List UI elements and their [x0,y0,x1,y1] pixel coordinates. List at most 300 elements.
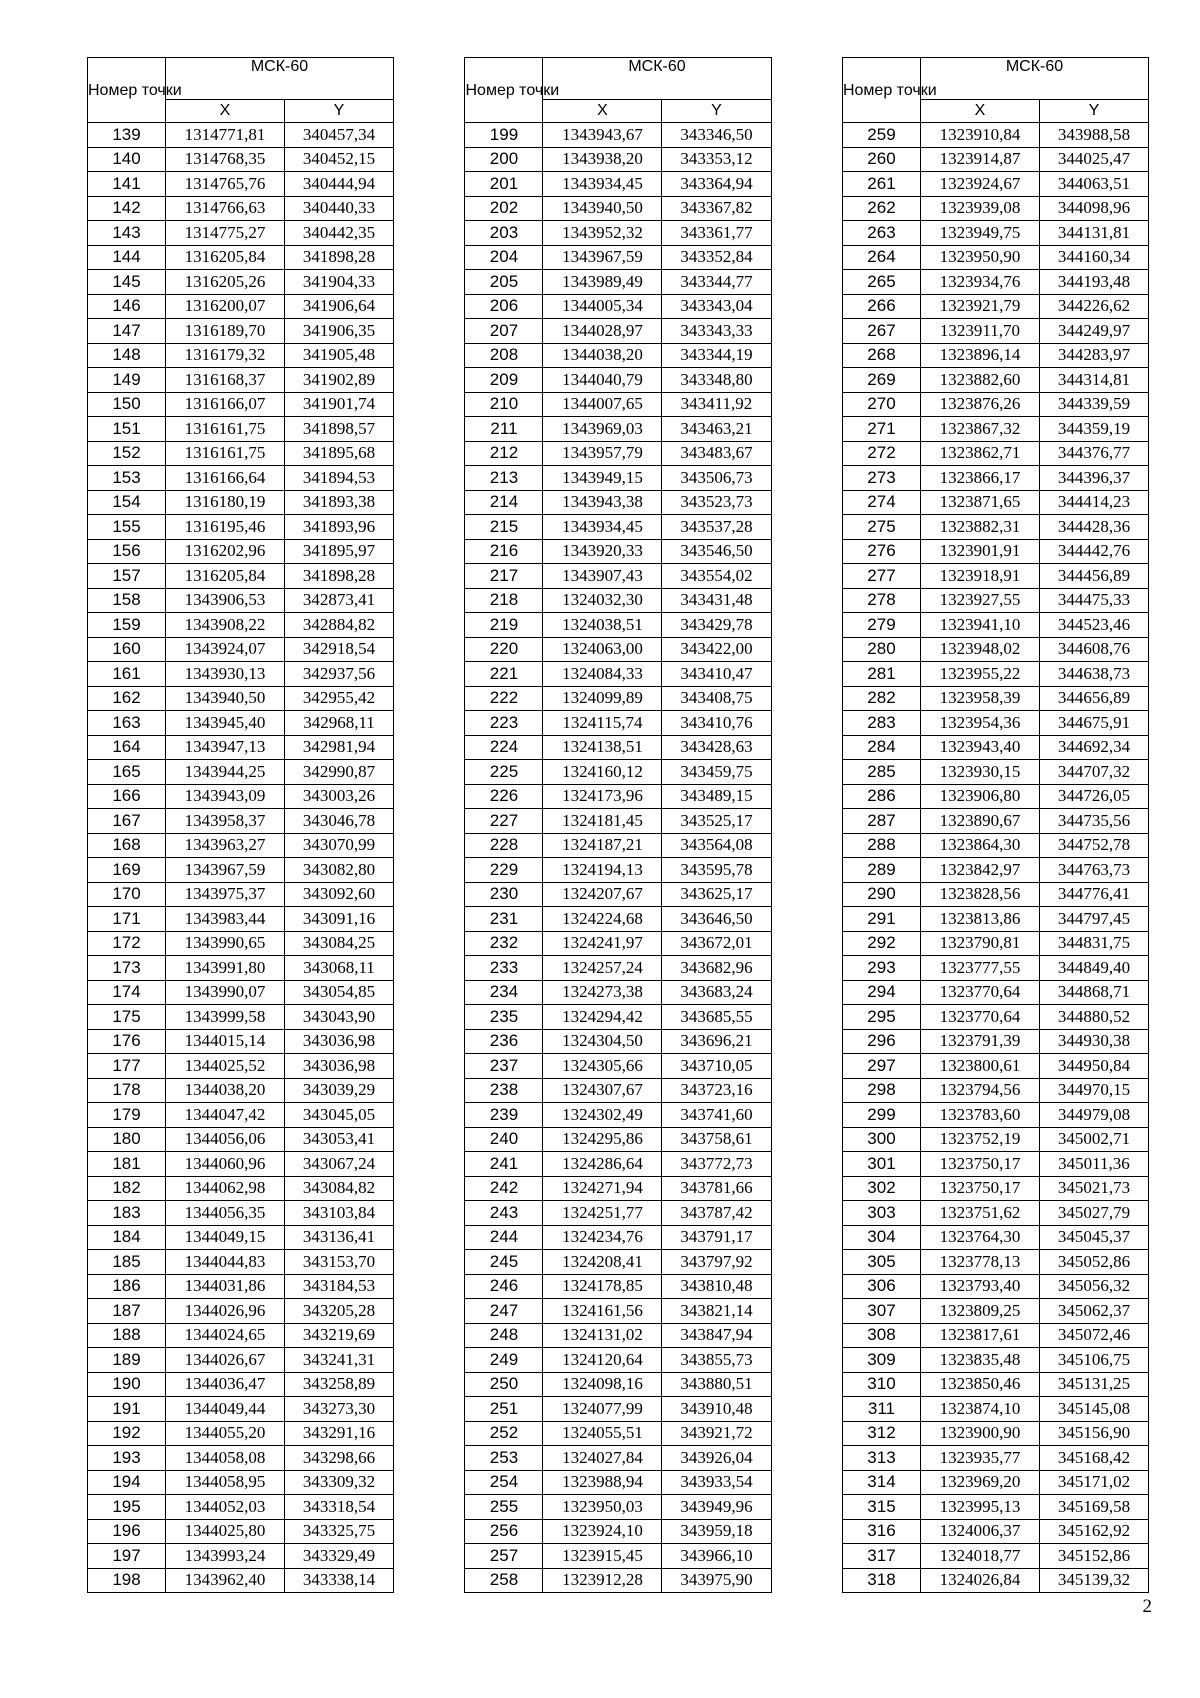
x-coordinate-cell: 1324099,89 [543,686,662,711]
table-row [465,1568,771,1593]
point-number-cell: 290 [842,882,920,907]
point-number-cell: 296 [842,1029,920,1054]
y-coordinate-cell: 343068,11 [285,956,394,981]
point-number-cell: 251 [465,1397,543,1422]
y-coordinate-cell: 342937,56 [285,662,394,687]
x-coordinate-cell: 1316200,07 [166,294,285,319]
x-coordinate-cell: 1323790,81 [920,931,1039,956]
y-coordinate-cell: 343921,72 [662,1421,771,1446]
point-number-cell: 250 [465,1372,543,1397]
point-number-cell: 205 [465,270,543,295]
table-row [842,980,1148,1005]
point-number-cell: 224 [465,735,543,760]
point-number-cell: 240 [465,1127,543,1152]
point-number-cell: 159 [88,613,166,638]
x-coordinate-cell: 1324120,64 [543,1348,662,1373]
x-coordinate-cell: 1323890,67 [920,809,1039,834]
y-coordinate-cell: 343710,05 [662,1054,771,1079]
y-coordinate-cell: 343219,69 [285,1323,394,1348]
x-coordinate-cell: 1323988,94 [543,1470,662,1495]
y-coordinate-cell: 345045,37 [1039,1225,1148,1250]
table-row [88,1397,394,1422]
x-coordinate-cell: 1323778,13 [920,1250,1039,1275]
y-coordinate-cell: 341906,64 [285,294,394,319]
table-row [88,588,394,613]
x-coordinate-cell: 1324178,85 [543,1274,662,1299]
x-coordinate-cell: 1324138,51 [543,735,662,760]
y-coordinate-cell: 345145,08 [1039,1397,1148,1422]
point-number-cell: 284 [842,735,920,760]
table-row [465,956,771,981]
point-number-cell: 297 [842,1054,920,1079]
table-row [88,1299,394,1324]
x-coordinate-cell: 1344044,83 [166,1250,285,1275]
coordinates-table-3 [842,57,1149,1593]
y-coordinate-cell: 344396,37 [1039,466,1148,491]
x-coordinate-cell: 1344038,20 [543,343,662,368]
table-row [88,1054,394,1079]
x-coordinate-cell: 1343983,44 [166,907,285,932]
point-number-cell: 229 [465,858,543,883]
x-coordinate-cell: 1344031,86 [166,1274,285,1299]
x-header: X [543,100,662,123]
y-coordinate-cell: 343564,08 [662,833,771,858]
point-number-cell: 249 [465,1348,543,1373]
table-row [88,270,394,295]
point-number-cell: 172 [88,931,166,956]
y-coordinate-cell: 343103,84 [285,1201,394,1226]
table-row [88,711,394,736]
table-row [88,1225,394,1250]
x-coordinate-cell: 1323914,87 [920,147,1039,172]
x-coordinate-cell: 1323842,97 [920,858,1039,883]
point-number-cell: 149 [88,368,166,393]
table-row [465,1201,771,1226]
x-coordinate-cell: 1344026,96 [166,1299,285,1324]
point-number-cell: 174 [88,980,166,1005]
point-number-cell: 294 [842,980,920,1005]
x-coordinate-cell: 1344025,52 [166,1054,285,1079]
point-number-header: Номер точки [465,58,543,123]
y-coordinate-cell: 343343,04 [662,294,771,319]
y-coordinate-cell: 343408,75 [662,686,771,711]
x-coordinate-cell: 1343940,50 [166,686,285,711]
x-coordinate-cell: 1323900,90 [920,1421,1039,1446]
y-coordinate-cell: 344376,77 [1039,441,1148,466]
point-number-cell: 304 [842,1225,920,1250]
point-number-cell: 285 [842,760,920,785]
table-row [465,1323,771,1348]
table-row [842,809,1148,834]
table-row [842,1005,1148,1030]
x-coordinate-cell: 1344024,65 [166,1323,285,1348]
y-coordinate-cell: 345139,32 [1039,1568,1148,1593]
x-coordinate-cell: 1323791,39 [920,1029,1039,1054]
point-number-cell: 266 [842,294,920,319]
y-coordinate-cell: 342918,54 [285,637,394,662]
point-number-cell: 144 [88,245,166,270]
y-coordinate-cell: 341898,28 [285,245,394,270]
y-coordinate-cell: 343241,31 [285,1348,394,1373]
point-number-cell: 310 [842,1372,920,1397]
point-number-cell: 207 [465,319,543,344]
x-coordinate-cell: 1343924,07 [166,637,285,662]
y-coordinate-cell: 344735,56 [1039,809,1148,834]
y-coordinate-cell: 345169,58 [1039,1495,1148,1520]
point-number-cell: 242 [465,1176,543,1201]
point-number-cell: 237 [465,1054,543,1079]
x-coordinate-cell: 1343908,22 [166,613,285,638]
table-row [842,294,1148,319]
table-row [465,564,771,589]
point-number-cell: 153 [88,466,166,491]
table-row [88,1176,394,1201]
x-coordinate-cell: 1316161,75 [166,441,285,466]
x-coordinate-cell: 1323793,40 [920,1274,1039,1299]
x-coordinate-cell: 1344052,03 [166,1495,285,1520]
x-coordinate-cell: 1323935,77 [920,1446,1039,1471]
point-number-cell: 273 [842,466,920,491]
y-coordinate-cell: 344692,34 [1039,735,1148,760]
x-coordinate-cell: 1314768,35 [166,147,285,172]
x-coordinate-cell: 1324098,16 [543,1372,662,1397]
x-coordinate-cell: 1343967,59 [166,858,285,883]
point-number-cell: 252 [465,1421,543,1446]
table-row [465,1127,771,1152]
x-coordinate-cell: 1323969,20 [920,1470,1039,1495]
table-row [465,907,771,932]
point-number-cell: 165 [88,760,166,785]
point-number-cell: 143 [88,221,166,246]
table-row [842,662,1148,687]
x-coordinate-cell: 1324187,21 [543,833,662,858]
table-row [465,1446,771,1471]
table-row [842,931,1148,956]
y-coordinate-cell: 343682,96 [662,956,771,981]
y-coordinate-cell: 341894,53 [285,466,394,491]
table-row [88,882,394,907]
table-row [88,637,394,662]
point-number-cell: 283 [842,711,920,736]
y-coordinate-cell: 344763,73 [1039,858,1148,883]
point-number-cell: 248 [465,1323,543,1348]
x-coordinate-cell: 1343990,07 [166,980,285,1005]
table-body [842,123,1148,1593]
table-row [88,662,394,687]
x-coordinate-cell: 1323941,10 [920,613,1039,638]
table-row [842,637,1148,662]
table-row [88,564,394,589]
x-coordinate-cell: 1343952,32 [543,221,662,246]
x-coordinate-cell: 1316166,07 [166,392,285,417]
table-row [842,1544,1148,1569]
y-coordinate-cell: 343273,30 [285,1397,394,1422]
y-coordinate-cell: 343959,18 [662,1519,771,1544]
y-coordinate-cell: 342968,11 [285,711,394,736]
table-row [465,441,771,466]
y-coordinate-cell: 344226,62 [1039,294,1148,319]
y-coordinate-cell: 343758,61 [662,1127,771,1152]
y-coordinate-cell: 343153,70 [285,1250,394,1275]
point-number-cell: 272 [842,441,920,466]
table-row [465,1225,771,1250]
x-coordinate-cell: 1343943,38 [543,490,662,515]
y-coordinate-cell: 343046,78 [285,809,394,834]
x-coordinate-cell: 1324194,13 [543,858,662,883]
point-number-cell: 223 [465,711,543,736]
point-number-cell: 254 [465,1470,543,1495]
x-coordinate-cell: 1343958,37 [166,809,285,834]
point-number-cell: 300 [842,1127,920,1152]
table-row [842,319,1148,344]
table-row [465,686,771,711]
table-row [88,1078,394,1103]
point-number-cell: 301 [842,1152,920,1177]
x-coordinate-cell: 1323921,79 [920,294,1039,319]
x-coordinate-cell: 1323912,28 [543,1568,662,1593]
point-number-cell: 276 [842,539,920,564]
x-coordinate-cell: 1324302,49 [543,1103,662,1128]
x-coordinate-cell: 1323896,14 [920,343,1039,368]
point-number-cell: 302 [842,1176,920,1201]
y-coordinate-cell: 343092,60 [285,882,394,907]
x-coordinate-cell: 1316166,64 [166,466,285,491]
point-number-cell: 316 [842,1519,920,1544]
y-coordinate-cell: 341904,33 [285,270,394,295]
point-number-cell: 269 [842,368,920,393]
point-number-cell: 213 [465,466,543,491]
table-row [465,711,771,736]
table-row [465,1372,771,1397]
x-coordinate-cell: 1323751,62 [920,1201,1039,1226]
point-number-cell: 198 [88,1568,166,1593]
table-row [465,1495,771,1520]
point-number-cell: 189 [88,1348,166,1373]
y-coordinate-cell: 344098,96 [1039,196,1148,221]
y-coordinate-cell: 345106,75 [1039,1348,1148,1373]
x-coordinate-cell: 1344025,80 [166,1519,285,1544]
y-coordinate-cell: 343325,75 [285,1519,394,1544]
x-coordinate-cell: 1316161,75 [166,417,285,442]
x-coordinate-cell: 1324160,12 [543,760,662,785]
y-coordinate-cell: 343036,98 [285,1054,394,1079]
table-row [842,882,1148,907]
point-number-cell: 239 [465,1103,543,1128]
y-coordinate-cell: 343039,29 [285,1078,394,1103]
point-number-cell: 221 [465,662,543,687]
table-row [842,172,1148,197]
x-coordinate-cell: 1343945,40 [166,711,285,736]
y-coordinate-cell: 343309,32 [285,1470,394,1495]
table-row [88,686,394,711]
y-coordinate-cell: 340444,94 [285,172,394,197]
y-coordinate-cell: 343348,80 [662,368,771,393]
x-coordinate-cell: 1324295,86 [543,1127,662,1152]
coordinates-tables [87,57,1149,1590]
y-coordinate-cell: 345002,71 [1039,1127,1148,1152]
point-number-cell: 282 [842,686,920,711]
x-coordinate-cell: 1323930,15 [920,760,1039,785]
x-coordinate-cell: 1323948,02 [920,637,1039,662]
x-coordinate-cell: 1344058,08 [166,1446,285,1471]
y-coordinate-cell: 343361,77 [662,221,771,246]
table-row [465,1054,771,1079]
table-row [465,809,771,834]
table-row [465,172,771,197]
y-coordinate-cell: 343429,78 [662,613,771,638]
y-coordinate-cell: 345156,90 [1039,1421,1148,1446]
table-row [88,515,394,540]
x-coordinate-cell: 1344015,14 [166,1029,285,1054]
x-coordinate-cell: 1324018,77 [920,1544,1039,1569]
point-number-cell: 216 [465,539,543,564]
y-coordinate-cell: 340440,33 [285,196,394,221]
point-number-cell: 228 [465,833,543,858]
y-coordinate-cell: 343483,67 [662,441,771,466]
table-row [465,123,771,148]
point-number-cell: 161 [88,662,166,687]
y-coordinate-cell: 343625,17 [662,882,771,907]
y-coordinate-cell: 343258,89 [285,1372,394,1397]
table-row [842,123,1148,148]
table-row [842,221,1148,246]
point-number-cell: 279 [842,613,920,638]
table-row [88,1250,394,1275]
point-number-cell: 150 [88,392,166,417]
x-coordinate-cell: 1343999,58 [166,1005,285,1030]
y-coordinate-cell: 343205,28 [285,1299,394,1324]
table-row [88,245,394,270]
x-coordinate-cell: 1323918,91 [920,564,1039,589]
x-coordinate-cell: 1344038,20 [166,1078,285,1103]
point-number-cell: 245 [465,1250,543,1275]
coord-system-header: МСК-60 [166,58,394,100]
table-row [842,1152,1148,1177]
y-coordinate-cell: 344849,40 [1039,956,1148,981]
y-coordinate-cell: 344314,81 [1039,368,1148,393]
x-coordinate-cell: 1316205,84 [166,564,285,589]
point-number-cell: 187 [88,1299,166,1324]
table-row [465,882,771,907]
point-number-cell: 318 [842,1568,920,1593]
point-number-cell: 255 [465,1495,543,1520]
y-coordinate-cell: 343431,48 [662,588,771,613]
x-coordinate-cell: 1343949,15 [543,466,662,491]
point-number-cell: 201 [465,172,543,197]
x-coordinate-cell: 1323752,19 [920,1127,1039,1152]
table-row [842,196,1148,221]
point-number-cell: 244 [465,1225,543,1250]
y-coordinate-cell: 345152,86 [1039,1544,1148,1569]
y-coordinate-cell: 341898,28 [285,564,394,589]
y-coordinate-cell: 343546,50 [662,539,771,564]
y-coordinate-cell: 344339,59 [1039,392,1148,417]
coordinates-table-2 [464,57,771,1593]
x-coordinate-cell: 1324224,68 [543,907,662,932]
y-coordinate-cell: 343043,90 [285,1005,394,1030]
point-number-cell: 157 [88,564,166,589]
point-number-cell: 184 [88,1225,166,1250]
y-coordinate-cell: 343045,05 [285,1103,394,1128]
y-coordinate-cell: 343136,41 [285,1225,394,1250]
point-number-header: Номер точки [88,58,166,123]
y-coordinate-cell: 345027,79 [1039,1201,1148,1226]
x-coordinate-cell: 1323954,36 [920,711,1039,736]
x-coordinate-cell: 1343962,40 [166,1568,285,1593]
table-row [88,466,394,491]
table-row [842,1446,1148,1471]
point-number-cell: 180 [88,1127,166,1152]
table-row [465,1519,771,1544]
table-row [88,907,394,932]
table-row [88,368,394,393]
point-number-cell: 164 [88,735,166,760]
point-number-cell: 178 [88,1078,166,1103]
point-number-cell: 183 [88,1201,166,1226]
x-coordinate-cell: 1323800,61 [920,1054,1039,1079]
table-row [842,833,1148,858]
table-row [88,1201,394,1226]
point-number-cell: 278 [842,588,920,613]
table-row [88,1495,394,1520]
x-coordinate-cell: 1324234,76 [543,1225,662,1250]
x-coordinate-cell: 1316189,70 [166,319,285,344]
x-coordinate-cell: 1323901,91 [920,539,1039,564]
point-number-cell: 299 [842,1103,920,1128]
y-coordinate-cell: 344880,52 [1039,1005,1148,1030]
y-coordinate-cell: 343459,75 [662,760,771,785]
point-number-cell: 191 [88,1397,166,1422]
x-header: X [166,100,285,123]
table-row [465,539,771,564]
table-row [88,1421,394,1446]
y-coordinate-cell: 344797,45 [1039,907,1148,932]
point-number-cell: 147 [88,319,166,344]
point-number-cell: 162 [88,686,166,711]
y-coordinate-cell: 345056,32 [1039,1274,1148,1299]
table-row [465,368,771,393]
x-coordinate-cell: 1324131,02 [543,1323,662,1348]
y-coordinate-cell: 343646,50 [662,907,771,932]
table-row [465,245,771,270]
table-row [465,858,771,883]
x-coordinate-cell: 1343991,80 [166,956,285,981]
y-coordinate-cell: 343410,76 [662,711,771,736]
x-coordinate-cell: 1324063,00 [543,637,662,662]
point-number-cell: 277 [842,564,920,589]
y-coordinate-cell: 345168,42 [1039,1446,1148,1471]
point-number-cell: 209 [465,368,543,393]
table-row [88,1446,394,1471]
point-number-cell: 181 [88,1152,166,1177]
y-coordinate-cell: 343082,80 [285,858,394,883]
table-row [88,956,394,981]
x-coordinate-cell: 1323950,03 [543,1495,662,1520]
table-row [842,1348,1148,1373]
y-coordinate-cell: 344776,41 [1039,882,1148,907]
coordinates-table-1 [87,57,394,1593]
table-row [842,784,1148,809]
point-number-cell: 156 [88,539,166,564]
table-row [842,1201,1148,1226]
x-coordinate-cell: 1323850,46 [920,1372,1039,1397]
table-row [465,1029,771,1054]
table-row [842,490,1148,515]
point-number-cell: 243 [465,1201,543,1226]
y-coordinate-cell: 343797,92 [662,1250,771,1275]
table-row [88,123,394,148]
point-number-cell: 200 [465,147,543,172]
